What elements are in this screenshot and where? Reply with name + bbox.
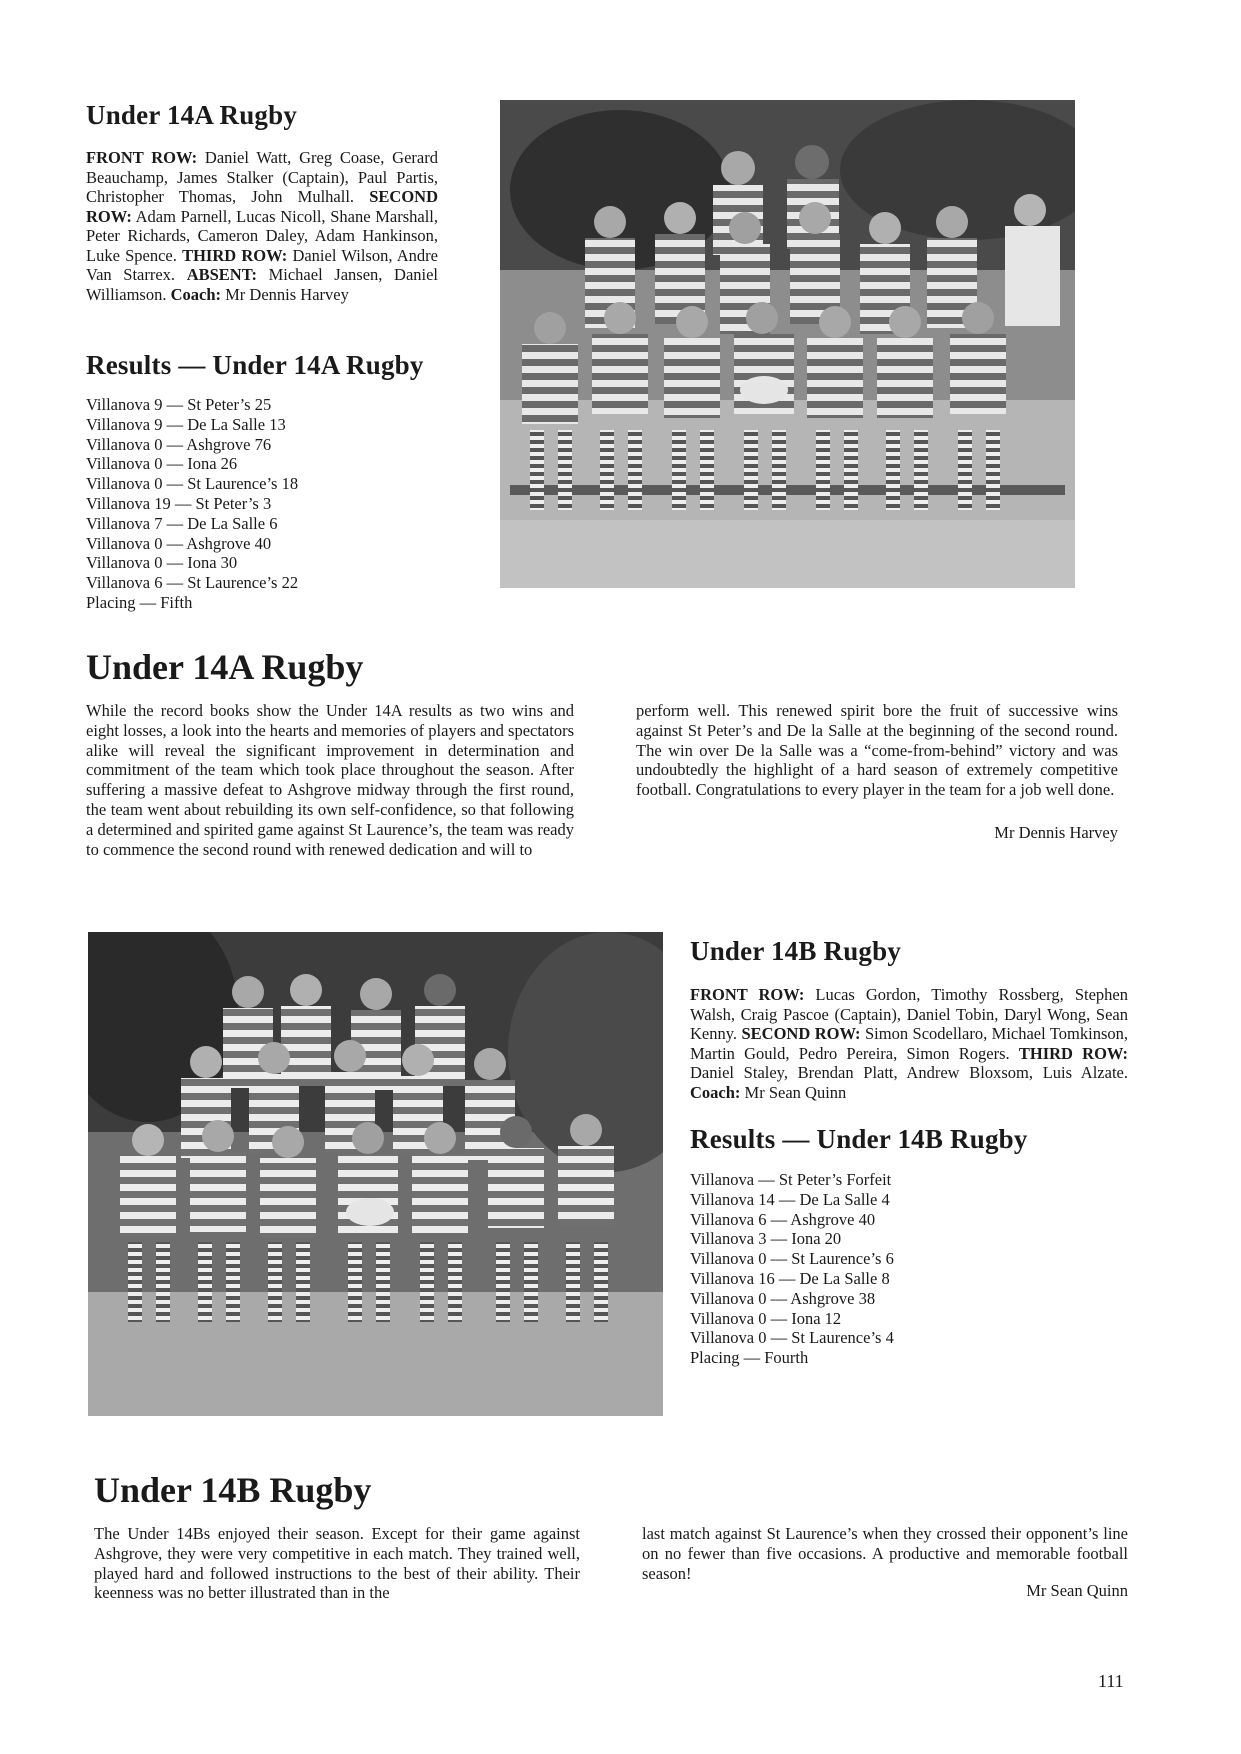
result-line: Villanova 3 — Iona 20 bbox=[690, 1229, 842, 1249]
result-line: Villanova 14 — De La Salle 4 bbox=[690, 1189, 890, 1209]
caption-row-label: Coach: bbox=[170, 284, 222, 304]
u14a-report-column-1: While the record books show the Under 14A results as two wins and eight losses, a look into the hearts and memories of players and spectators alike will reveal the significant improvement in determination and commitment of the team which took place throughout the season. After suffering a massive defeat to Ashgrove midway through the first round, the team went about rebuilding its own self-confidence, so that following a determined and spirited game against St Laurence’s, the team was ready to commence the second round with renewed dedication and will to bbox=[86, 701, 574, 859]
u14a-report-column-2: perform well. This renewed spirit bore the fruit of successive wins against St Peter’s and De la Salle at the beginning of the second round. The win over De la Salle was a “come-from-behind” victory and was undoubtedly the highlight of a hard season of extremely competitive football. Congratulations to every player in the team for a job well done. bbox=[636, 701, 1118, 800]
result-line: Villanova 7 — De La Salle 6 bbox=[86, 513, 278, 533]
result-line: Villanova 0 — Iona 12 bbox=[690, 1308, 842, 1328]
u14a-report-signature: Mr Dennis Harvey bbox=[994, 823, 1118, 842]
caption-row-label: ABSENT: bbox=[186, 265, 257, 284]
caption-row-label: FRONT ROW: bbox=[690, 985, 805, 1004]
caption-row-names: Mr Dennis Harvey bbox=[221, 284, 349, 304]
caption-row-names: Daniel Staley, Brendan Platt, Andrew Bloxsom, Luis Alzate. bbox=[690, 1063, 1128, 1082]
result-line: Villanova 0 — Ashgrove 76 bbox=[86, 434, 272, 454]
result-line: Villanova 6 — St Laurence’s 22 bbox=[86, 573, 299, 593]
result-line: Villanova 9 — St Peter’s 25 bbox=[86, 395, 272, 414]
caption-row-label: FRONT ROW: bbox=[86, 148, 198, 167]
u14a-team-caption bbox=[86, 148, 438, 304]
result-line: Placing — Fourth bbox=[690, 1348, 809, 1368]
result-line: Villanova 0 — Iona 30 bbox=[86, 553, 238, 573]
u14b-caption-title: Under 14B Rugby bbox=[690, 936, 902, 966]
caption-row-names: Simon Scodellaro, Michael Tomkinson, Martin Gould, Pedro Pereira, Simon Rogers. bbox=[690, 1024, 1129, 1063]
result-line: Villanova 0 — St Laurence’s 4 bbox=[690, 1328, 894, 1348]
result-line: Placing — Fifth bbox=[86, 592, 193, 612]
u14b-results-list bbox=[690, 1170, 894, 1368]
result-line: Villanova 0 — St Laurence’s 6 bbox=[690, 1249, 894, 1269]
u14a-caption-title: Under 14A Rugby bbox=[86, 100, 298, 130]
u14a-report-title: Under 14A Rugby bbox=[86, 647, 364, 687]
result-line: Villanova 0 — Ashgrove 38 bbox=[690, 1288, 876, 1308]
caption-row-label: Coach: bbox=[690, 1082, 741, 1102]
result-line: Villanova 19 — St Peter’s 3 bbox=[86, 493, 272, 513]
result-line: Villanova — St Peter’s Forfeit bbox=[690, 1170, 892, 1189]
u14a-team-photo bbox=[500, 100, 1075, 588]
result-line: Villanova 0 — Ashgrove 40 bbox=[86, 533, 272, 553]
caption-row-names: Daniel Wilson, Andre Van Starrex. bbox=[86, 245, 438, 284]
caption-row-names: Michael Jansen, Daniel Williamson. bbox=[86, 265, 439, 304]
u14b-report-column-2: last match against St Laurence’s when they crossed their opponent’s line on no fewer than five occasions. A productive and memorable football season! bbox=[642, 1524, 1128, 1583]
u14b-report-title: Under 14B Rugby bbox=[94, 1470, 372, 1510]
caption-row-names: Lucas Gordon, Timothy Rossberg, Stephen Walsh, Craig Pascoe (Captain), Daniel Tobin, Daryl Wong, Sean Kenny. bbox=[690, 985, 1128, 1043]
u14b-report-column-1: The Under 14Bs enjoyed their season. Except for their game against Ashgrove, they were very competitive in each match. They trained well, played hard and followed instructions to the best of their ability. Their keenness was no better illustrated than in the bbox=[94, 1524, 580, 1603]
u14b-team-photo bbox=[88, 932, 663, 1416]
caption-row-label: THIRD ROW: bbox=[182, 245, 288, 265]
result-line: Villanova 0 — St Laurence’s 18 bbox=[86, 474, 299, 494]
result-line: Villanova 0 — Iona 26 bbox=[86, 454, 238, 474]
result-line: Villanova 6 — Ashgrove 40 bbox=[690, 1209, 876, 1229]
caption-row-names: Adam Parnell, Lucas Nicoll, Shane Marshall, Peter Richards, Cameron Daley, Adam Hankinson, Luke Spence. bbox=[86, 206, 438, 265]
result-line: Villanova 16 — De La Salle 8 bbox=[690, 1268, 890, 1288]
u14a-results-title: Results — Under 14A Rugby bbox=[86, 350, 424, 380]
u14a-results-list bbox=[86, 395, 298, 613]
caption-row-names: Daniel Watt, Greg Coase, Gerard Beauchamp, James Stalker (Captain), Paul Partis, Christopher Thomas, John Mulhall. bbox=[86, 148, 438, 206]
u14b-report-signature: Mr Sean Quinn bbox=[1026, 1581, 1128, 1600]
caption-row-names: Mr Sean Quinn bbox=[740, 1082, 847, 1102]
team-photo-image bbox=[500, 100, 1075, 588]
u14b-results-title: Results — Under 14B Rugby bbox=[690, 1124, 1028, 1154]
u14b-team-caption bbox=[690, 985, 1128, 1102]
caption-row-label: THIRD ROW: bbox=[1018, 1043, 1128, 1063]
team-photo-image bbox=[88, 932, 663, 1416]
result-line: Villanova 9 — De La Salle 13 bbox=[86, 414, 286, 434]
caption-row-label: SECOND ROW: bbox=[741, 1024, 861, 1043]
page-number: 111 bbox=[1098, 1671, 1124, 1691]
caption-row-label: SECOND ROW: bbox=[86, 187, 438, 226]
